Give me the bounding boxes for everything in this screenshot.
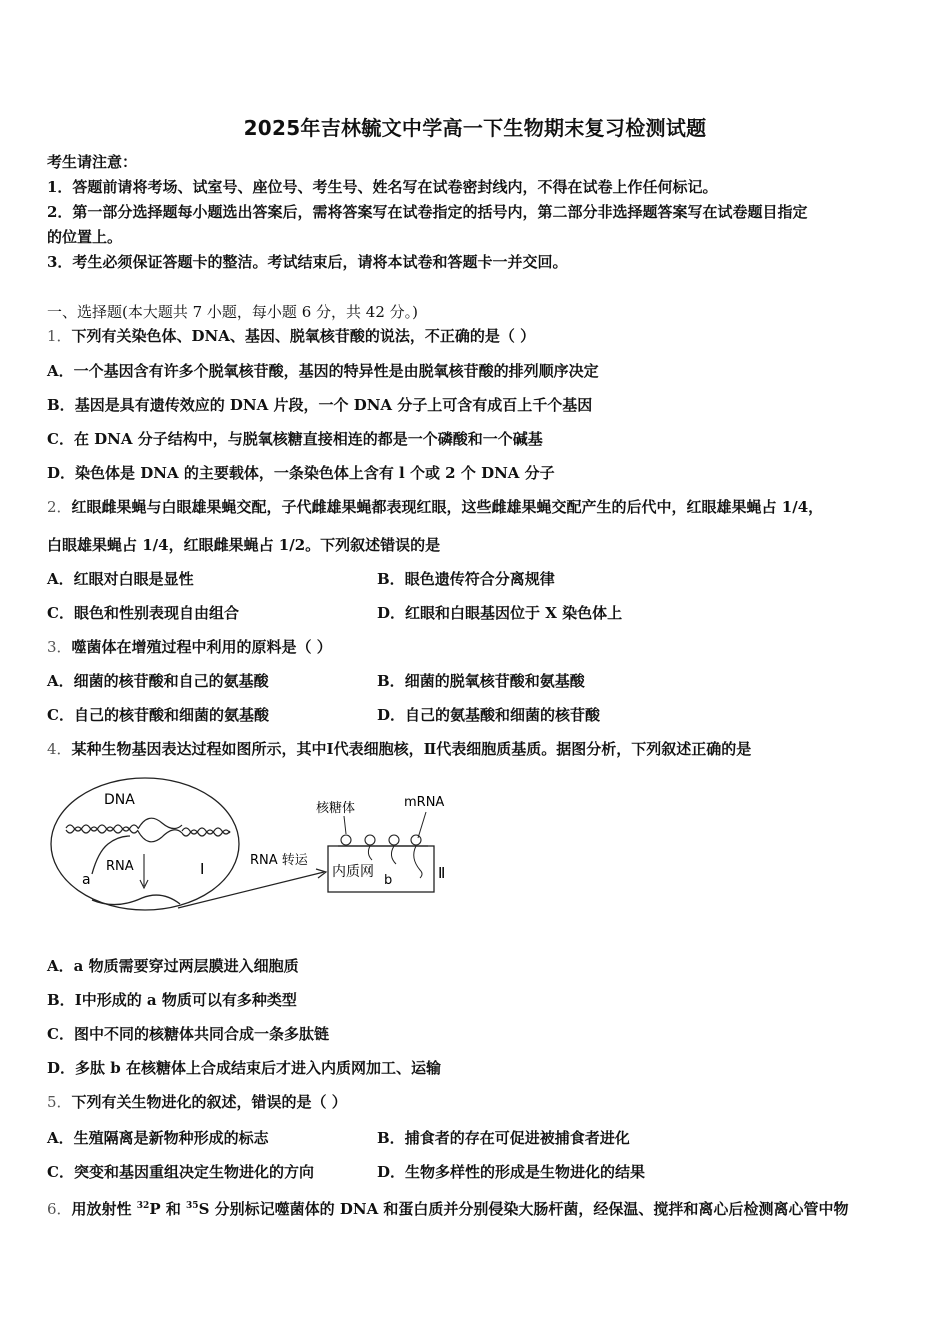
option-text: 红眼对白眼是显性: [73, 570, 194, 588]
q5-option-b[interactable]: [377, 1128, 630, 1148]
question-number: 2．: [47, 498, 72, 516]
option-text: 突变和基因重组决定生物进化的方向: [73, 1163, 314, 1181]
ribosome-3: [389, 835, 399, 845]
mrna-pointer: [418, 812, 426, 838]
question-stem: 某种生物基因表达过程如图所示，其中Ⅰ代表细胞核，Ⅱ代表细胞质基质。据图分析，下列叙述正确的是: [71, 740, 752, 758]
q1-option-c[interactable]: [47, 429, 543, 449]
q2-option-d[interactable]: [377, 603, 622, 623]
option-text: 基因是具有遗传效应的 DNA 片段，一个 DNA 分子上可含有成百上千个基因: [74, 396, 593, 414]
question-number: 3．: [47, 638, 72, 656]
option-letter: C．: [47, 1163, 74, 1181]
question-4: [47, 739, 751, 759]
question-number: 4．: [47, 740, 72, 758]
notice-heading: 考生请注意：: [47, 153, 138, 171]
q4-option-c[interactable]: [47, 1024, 329, 1044]
q5-option-a[interactable]: [47, 1128, 269, 1148]
question-2-continued: 白眼雄果蝇占 1/4，红眼雌果蝇占 1/2。下列叙述错误的是: [47, 536, 441, 554]
question-stem: 噬菌体在增殖过程中利用的原料是（ ）: [71, 638, 332, 656]
question-number: 6．: [47, 1200, 72, 1218]
peptide-3: [391, 846, 396, 864]
option-letter: C．: [47, 430, 74, 448]
option-text: 捕食者的存在可促进被捕食者进化: [404, 1129, 630, 1147]
option-letter: B．: [377, 672, 405, 690]
option-letter: B．: [47, 991, 75, 1009]
option-text: Ⅰ中形成的 a 物质可以有多种类型: [74, 991, 297, 1009]
dna-open-strand-top: [138, 818, 182, 829]
ribosome-1: [341, 835, 351, 845]
option-text: 染色体是 DNA 的主要载体，一条染色体上含有 l 个或 2 个 DNA 分子: [75, 464, 555, 482]
option-text: 细菌的脱氧核苷酸和氨基酸: [404, 672, 585, 690]
question-number: 1．: [47, 327, 72, 345]
question-stem-part: 用放射性: [71, 1200, 137, 1218]
question-stem: 红眼雌果蝇与白眼雄果蝇交配，子代雌雄果蝇都表现红眼，这些雌雄果蝇交配产生的后代中，红眼雄果蝇占 1/4，: [71, 498, 824, 516]
dna-strand-2: [66, 827, 138, 833]
q4-option-b[interactable]: [47, 990, 297, 1010]
question-1: [47, 326, 535, 346]
option-letter: C．: [47, 1025, 74, 1043]
superscript-32: 32: [136, 1201, 150, 1211]
q3-option-d[interactable]: [377, 705, 600, 725]
option-letter: A．: [47, 1129, 74, 1147]
q1-option-d[interactable]: [47, 463, 555, 483]
q5-option-d[interactable]: [377, 1162, 645, 1182]
notice-item: 2．第一部分选择题每小题选出答案后，需将答案写在试卷指定的括号内，第二部分非选择题答案写在试卷题目指定: [47, 203, 808, 221]
q4-option-d[interactable]: [47, 1058, 441, 1078]
gene-expression-diagram: [48, 776, 468, 926]
option-text: 自己的氨基酸和细菌的核苷酸: [405, 706, 601, 724]
question-6: [47, 1196, 848, 1219]
q3-option-b[interactable]: [377, 671, 585, 691]
option-letter: D．: [47, 464, 76, 482]
cytoplasm-label: Ⅱ: [438, 864, 446, 882]
question-stem-part: S 分别标记噬菌体的 DNA 和蛋白质并分别侵染大肠杆菌，经保温、搅拌和离心后检测离心管中物: [198, 1200, 849, 1218]
peptide-2: [368, 846, 372, 860]
option-letter: C．: [47, 706, 74, 724]
q5-option-c[interactable]: [47, 1162, 314, 1182]
mrna-in-nucleus: [92, 895, 180, 904]
ribosome-label: 核糖体: [316, 801, 356, 816]
question-3: [47, 637, 332, 657]
q3-option-a[interactable]: [47, 671, 269, 691]
option-text: 自己的核苷酸和细菌的氨基酸: [73, 706, 269, 724]
option-text: 生物多样性的形成是生物进化的结果: [405, 1163, 646, 1181]
er-label: 内质网: [332, 864, 374, 880]
option-letter: B．: [377, 570, 405, 588]
option-letter: A．: [47, 570, 74, 588]
section-heading: 一、选择题(本大题共 7 小题，每小题 6 分，共 42 分。): [47, 303, 418, 321]
option-text: 红眼和白眼基因位于 X 染色体上: [405, 604, 623, 622]
option-text: a 物质需要穿过两层膜进入细胞质: [73, 957, 299, 975]
option-letter: A．: [47, 957, 74, 975]
option-text: 图中不同的核糖体共同合成一条多肽链: [73, 1025, 329, 1043]
ribosome-2: [365, 835, 375, 845]
superscript-35: 35: [186, 1201, 199, 1211]
q2-option-c[interactable]: [47, 603, 239, 623]
notice-item: 3．考生必须保证答题卡的整洁。考试结束后，请将本试卷和答题卡一并交回。: [47, 253, 568, 271]
nucleus-membrane: [51, 778, 239, 910]
a-label: a: [82, 872, 91, 888]
q2-option-a[interactable]: [47, 569, 194, 589]
option-letter: B．: [47, 396, 75, 414]
q1-option-b[interactable]: [47, 395, 592, 415]
option-letter: D．: [47, 1059, 76, 1077]
ribosome-4: [411, 835, 421, 845]
option-letter: A．: [47, 672, 74, 690]
mrna-label: mRNA: [404, 795, 445, 810]
option-text: 眼色和性别表现自由组合: [73, 604, 239, 622]
q2-option-b[interactable]: [377, 569, 555, 589]
q4-option-a[interactable]: [47, 956, 299, 976]
option-text: 细菌的核苷酸和自己的氨基酸: [73, 672, 269, 690]
option-letter: A．: [47, 362, 74, 380]
question-stem: 下列有关染色体、DNA、基因、脱氧核苷酸的说法，不正确的是（ ）: [71, 327, 536, 345]
question-2: [47, 497, 823, 517]
notice-item: 1．答题前请将考场、试室号、座位号、考生号、姓名写在试卷密封线内，不得在试卷上作任何标记。: [47, 178, 718, 196]
page-title: 2025年吉林毓文中学高一下生物期末复习检测试题: [243, 116, 707, 140]
question-number: 5．: [47, 1093, 72, 1111]
rna-label: RNA: [106, 859, 134, 874]
option-letter: D．: [377, 706, 406, 724]
b-label: b: [384, 873, 393, 888]
ribosome-pointer: [344, 816, 346, 834]
dna-label: DNA: [104, 792, 135, 808]
q3-option-c[interactable]: [47, 705, 269, 725]
transport-label: RNA 转运: [250, 853, 308, 868]
question-stem-part: P 和: [149, 1200, 187, 1218]
option-text: 一个基因含有许多个脱氧核苷酸，基因的特异性是由脱氧核苷酸的排列顺序决定: [73, 362, 599, 380]
option-letter: C．: [47, 604, 74, 622]
q1-option-a[interactable]: [47, 361, 599, 381]
option-letter: D．: [377, 604, 406, 622]
option-text: 生殖隔离是新物种形成的标志: [73, 1129, 269, 1147]
option-letter: B．: [377, 1129, 405, 1147]
question-stem: 下列有关生物进化的叙述，错误的是（ ）: [71, 1093, 347, 1111]
nucleus-label: Ⅰ: [200, 860, 205, 878]
peptide-4: [414, 846, 422, 878]
option-text: 多肽 b 在核糖体上合成结束后才进入内质网加工、运输: [75, 1059, 441, 1077]
option-letter: D．: [377, 1163, 406, 1181]
question-5: [47, 1092, 347, 1112]
notice-item: 的位置上。: [47, 228, 123, 246]
option-text: 眼色遗传符合分离规律: [404, 570, 555, 588]
dna-open-strand-bottom: [138, 830, 182, 842]
option-text: 在 DNA 分子结构中，与脱氧核糖直接相连的都是一个磷酸和一个碱基: [73, 430, 543, 448]
dna-strand-1: [66, 825, 138, 831]
